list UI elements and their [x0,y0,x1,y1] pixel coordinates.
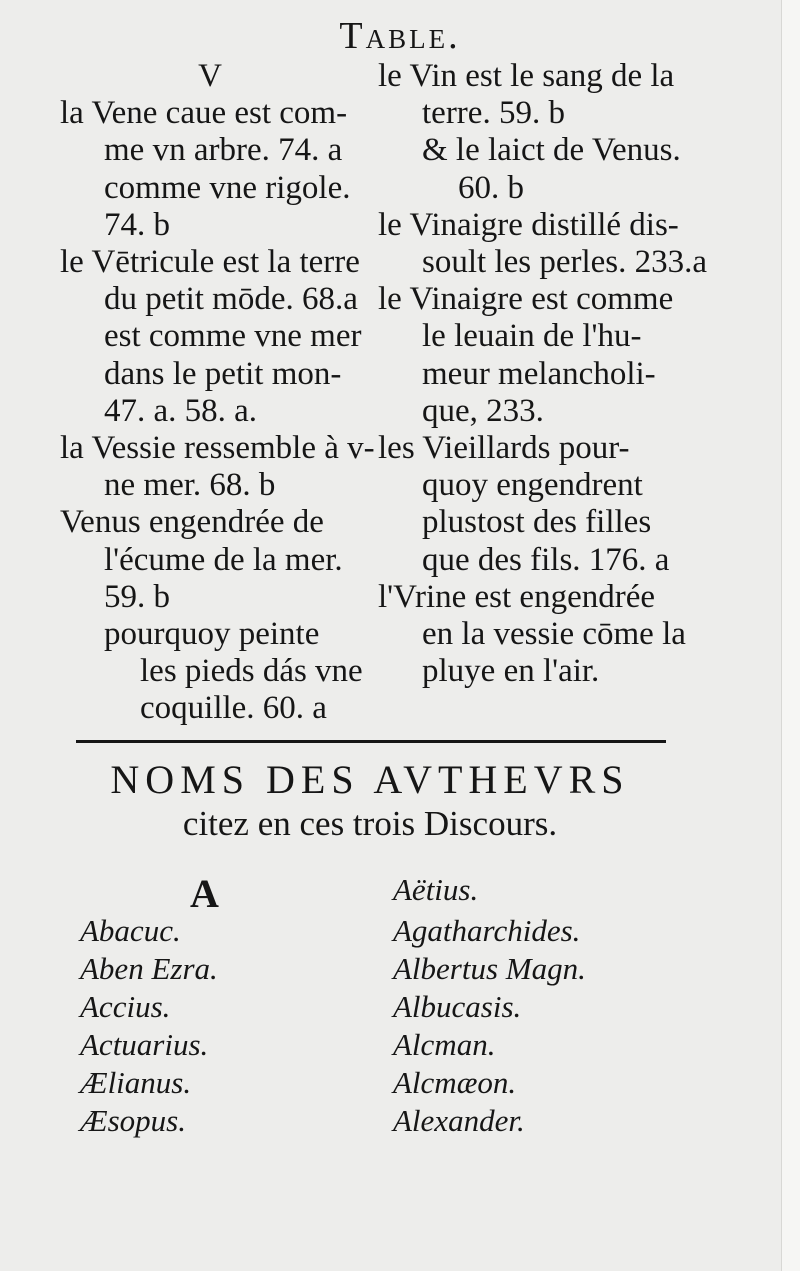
index-entry [60,95,360,244]
entry-line: en la vessie cōme la [422,616,686,653]
author-name: Abacuc. [80,913,181,948]
entry-line: la Vessie ressemble à v- [60,430,375,467]
author-name: Alcman. [393,1027,496,1062]
entry-line: 59. b [104,578,170,615]
section-divider [76,740,666,743]
entry-line: pourquoy peinte [104,616,320,653]
index-entry [60,430,375,504]
entry-line: les Vieillards pour- [378,430,630,467]
entry-line: l'Vrine est engendrée [378,578,656,615]
entry-line: ne mer. 68. b [104,467,276,504]
index-entry [60,58,360,95]
entry-line: coquille. 60. a [140,690,327,727]
authors-column-left [80,912,218,1140]
entry-line: que des fils. 176. a [422,541,670,578]
entry-line: & le laict de Venus. [422,132,681,169]
entry-line: le Vinaigre distillé dis- [378,206,679,243]
entry-line: 74. b [104,206,170,243]
author-name: Alcmæon. [393,1065,517,1100]
entry-line: terre. 59. b [422,95,565,132]
index-entry [378,430,678,579]
entry-line: le Vinaigre est comme [378,281,674,318]
index-entry [378,578,686,691]
entry-line: le leuain de l'hu- [422,318,642,355]
entry-line: Venus engendrée de [60,504,324,541]
entry-line: 47. a. 58. a. [104,392,258,429]
author-name: Accius. [80,989,171,1024]
author-name: Albucasis. [393,989,522,1024]
authors-subheading: citez en ces trois Discours. [182,804,558,843]
author-name: Æsopus. [80,1103,186,1138]
entry-line: meur melancholi- [422,355,656,392]
entry-line: le Vētricule est la terre [60,244,360,281]
index-entry [378,58,681,207]
author-name: Agatharchides. [393,913,581,948]
index-entry [60,244,360,430]
author-name: Aëtius. [393,872,479,907]
entry-line: dans le petit mon- [104,355,342,392]
entry-line: soult les perles. 233.a [422,244,708,281]
index-column-right [378,58,708,690]
entry-line: le Vin est le sang de la [378,58,675,94]
entry-line: quoy engendrent [422,467,643,504]
entry-line: me vn arbre. 74. a [104,132,343,169]
entry-line: la Vene caue est com- [60,95,348,132]
authors-column-right [393,912,586,1140]
entry-line: l'écume de la mer. [104,541,343,578]
authors-heading: NOMS DES AVTHEVRS [110,757,630,802]
entry-line: pluye en l'air. [422,653,600,690]
entry-line: est comme vne mer [104,318,362,355]
author-name: Albertus Magn. [393,951,586,986]
entry-line: plustost des filles [422,504,652,541]
authors-letter: A [190,871,219,916]
index-entry [378,281,678,430]
entry-line: 60. b [458,169,524,206]
section-letter: V [198,58,222,94]
page-header: Table. [339,15,461,57]
author-name: Actuarius. [80,1027,209,1062]
entry-line: comme vne rigole. [104,169,351,206]
index-column-left [60,58,375,728]
index-entry [60,504,363,727]
author-name: Alexander. [393,1103,525,1138]
page-edge [781,0,800,1271]
index-entry [378,206,708,281]
entry-line: les pieds dás vne [140,653,363,690]
entry-line: que, 233. [422,392,544,429]
author-name: Ælianus. [80,1065,192,1100]
author-name: Aben Ezra. [80,951,218,986]
entry-line: du petit mōde. 68.a [104,281,358,318]
